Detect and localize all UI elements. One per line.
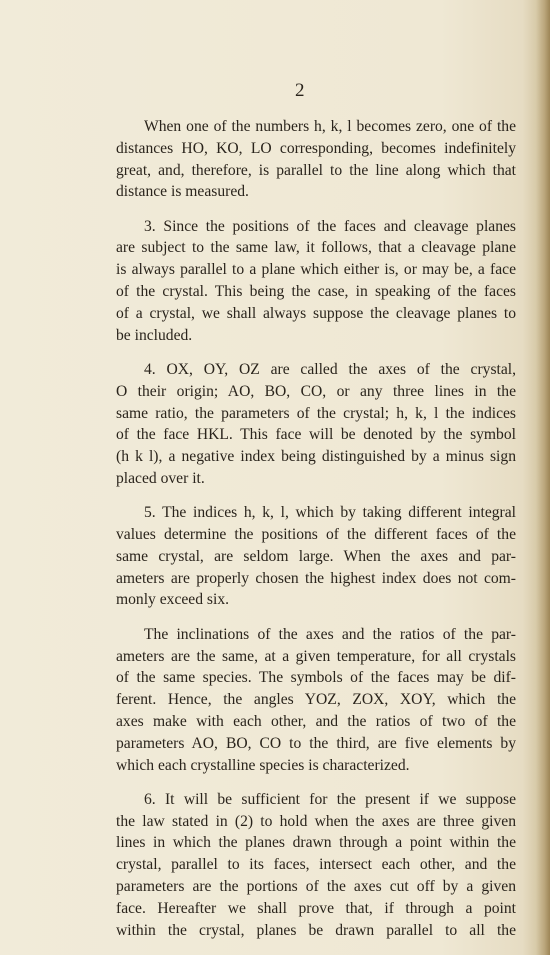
text-line: ameters are properly chosen the highest index does not com- — [116, 569, 516, 587]
text-line: placed over it. — [116, 469, 205, 487]
text-line: parameters AO, BO, CO to the third, are five elements by — [116, 734, 516, 752]
text-line: ameters are the same, at a given temperature, for all crystals — [116, 647, 516, 665]
paragraph-inclinations — [116, 624, 516, 777]
text-line: When one of the numbers h, k, l becomes zero, one of the — [144, 118, 516, 135]
page-edge-shadow — [536, 0, 550, 955]
text-line: of a crystal, we shall always suppose the cleavage planes to — [116, 304, 516, 322]
text-line: is always parallel to a plane which either is, or may be, a face — [116, 261, 516, 279]
text-line: O their origin; AO, BO, CO, or any three lines in the — [116, 382, 516, 400]
text-line: be included. — [116, 326, 193, 344]
text-line: values determine the positions of the different faces of the — [116, 526, 516, 544]
paragraph-1 — [116, 116, 516, 203]
text-line: of the same species. The symbols of the faces may be dif- — [116, 669, 516, 687]
text-line: are subject to the same law, it follows, that a cleavage plane — [116, 239, 516, 257]
text-line: axes make with each other, and the ratios of two of the — [116, 712, 516, 730]
text-line: lines in which the planes drawn through a point within the — [116, 834, 516, 852]
text-line: within the crystal, planes be drawn parallel to all the — [116, 921, 516, 939]
text-line: monly exceed six. — [116, 591, 230, 609]
text-line: distance is measured. — [116, 183, 249, 201]
text-line: of the crystal. This being the case, in speaking of the faces — [116, 283, 516, 301]
text-line: parameters are the portions of the axes cut off by a given — [116, 878, 516, 895]
text-line: 5. The indices h, k, l, which by taking different integral — [144, 504, 516, 522]
text-line: ferent. Hence, the angles YOZ, ZOX, XOY, which the — [116, 691, 516, 709]
text-line: great, and, therefore, is parallel to the line along which that — [116, 161, 516, 179]
text-line: same ratio, the parameters of the crystal; h, k, l the indices — [116, 404, 516, 422]
body-text — [116, 116, 516, 954]
text-line: 4. OX, OY, OZ are called the axes of the crystal, — [144, 360, 516, 378]
text-line: distances HO, KO, LO corresponding, becomes indefinitely — [116, 139, 516, 157]
text-line: (h k l), a negative index being distinguished by a minus sign — [116, 448, 516, 466]
page-number: 2 — [295, 80, 305, 101]
text-line: of the face HKL. This face will be denoted by the symbol — [116, 426, 516, 444]
text-line: the law stated in (2) to hold when the axes are three given — [116, 812, 516, 830]
text-line: which each crystalline species is characterized. — [116, 756, 410, 774]
text-line: face. Hereafter we shall prove that, if through a point — [116, 899, 516, 917]
paragraph-section-3 — [116, 216, 516, 347]
text-line: crystal, parallel to its faces, intersect each other, and the — [116, 856, 516, 874]
text-line: same crystal, are seldom large. When the axes and par- — [116, 547, 516, 565]
text-line: 3. Since the positions of the faces and cleavage planes — [144, 217, 516, 235]
paragraph-section-5 — [116, 502, 516, 611]
paragraph-section-4 — [116, 359, 516, 490]
text-line: 6. It will be sufficient for the present if we suppose — [144, 790, 516, 808]
text-line: The inclinations of the axes and the ratios of the par- — [144, 625, 516, 643]
paragraph-section-6 — [116, 789, 516, 942]
